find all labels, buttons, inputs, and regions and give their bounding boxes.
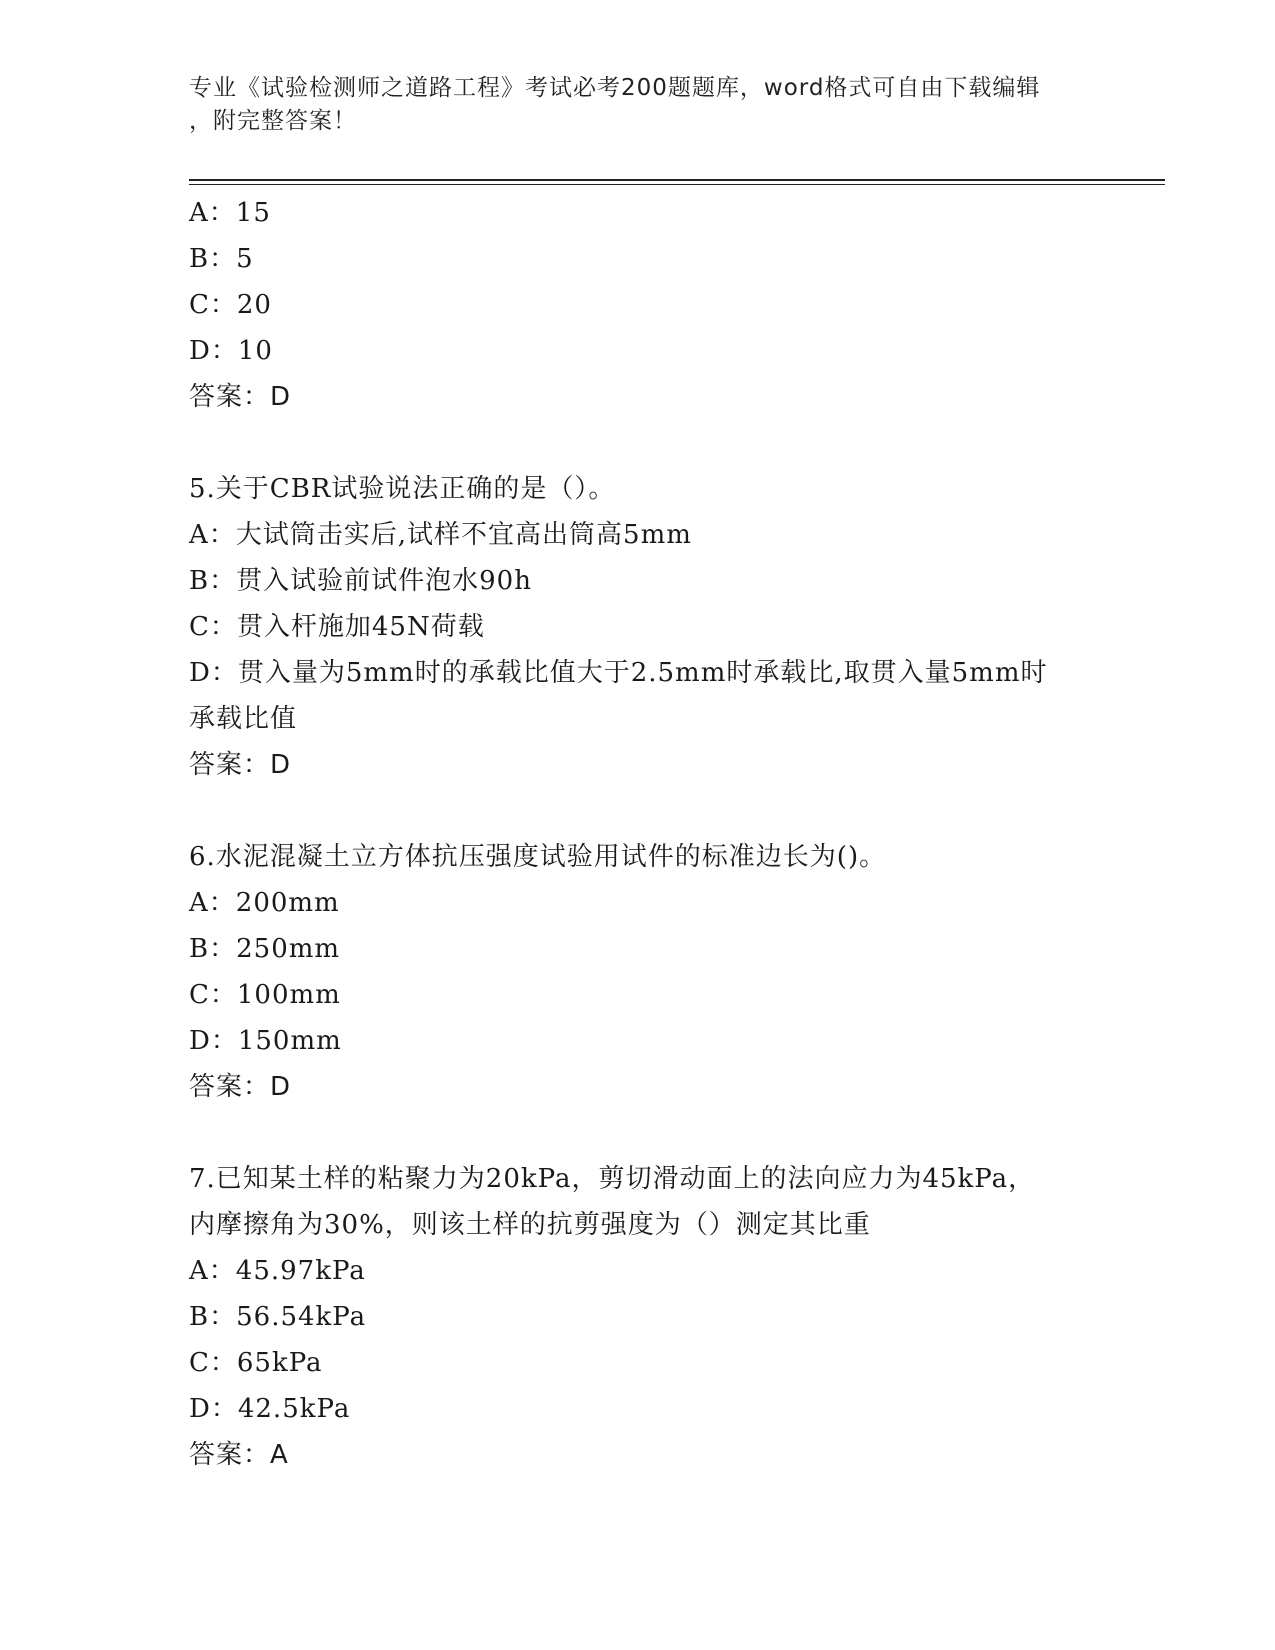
option-a: A：200mm xyxy=(189,888,340,918)
header-rule-thin xyxy=(189,184,1165,185)
option-d-continued: 承载比值 xyxy=(189,704,298,734)
question-text-continued: 内摩擦角为30%，则该土样的抗剪强度为（）测定其比重 xyxy=(189,1210,871,1240)
option-d: D：10 xyxy=(189,336,273,366)
answer-line: 答案：D xyxy=(189,1072,292,1102)
question-text: 7.已知某土样的粘聚力为20kPa，剪切滑动面上的法向应力为45kPa， xyxy=(189,1164,1036,1194)
question-text: 5.关于CBR试验说法正确的是（）。 xyxy=(189,474,616,504)
option-a: A：45.97kPa xyxy=(189,1256,366,1286)
option-c: C：贯入杆施加45N荷载 xyxy=(189,612,485,642)
option-b: B：56.54kPa xyxy=(189,1302,367,1332)
option-d: D：贯入量为5mm时的承载比值大于2.5mm时承载比,取贯入量5mm时 xyxy=(189,658,1048,688)
option-b: B：5 xyxy=(189,244,254,274)
spacer xyxy=(189,788,1079,834)
option-c: C：100mm xyxy=(189,980,341,1010)
header-rule-thick xyxy=(189,179,1165,181)
question-block-6 xyxy=(189,834,1079,1110)
option-a: A：大试筒击实后,试样不宜高出筒高5mm xyxy=(189,520,692,550)
option-d: D：42.5kPa xyxy=(189,1394,351,1424)
header-title-line-2: ，附完整答案！ xyxy=(189,108,357,134)
option-c: C：65kPa xyxy=(189,1348,323,1378)
spacer xyxy=(189,420,1079,466)
question-block-4 xyxy=(189,190,1079,420)
header-title-line-1: 专业《试验检测师之道路工程》考试必考200题题库，word格式可自由下载编辑 xyxy=(189,75,1041,101)
option-c: C：20 xyxy=(189,290,272,320)
answer-line: 答案：D xyxy=(189,750,292,780)
document-header xyxy=(189,72,1089,138)
option-b: B：贯入试验前试件泡水90h xyxy=(189,566,532,596)
question-text: 6.水泥混凝土立方体抗压强度试验用试件的标准边长为()。 xyxy=(189,842,887,872)
answer-line: 答案：A xyxy=(189,1440,289,1470)
question-list xyxy=(189,190,1079,1478)
option-d: D：150mm xyxy=(189,1026,342,1056)
answer-line: 答案：D xyxy=(189,382,292,412)
question-block-5 xyxy=(189,466,1079,788)
spacer xyxy=(189,1110,1079,1156)
option-a: A：15 xyxy=(189,198,271,228)
question-block-7 xyxy=(189,1156,1079,1478)
option-b: B：250mm xyxy=(189,934,341,964)
